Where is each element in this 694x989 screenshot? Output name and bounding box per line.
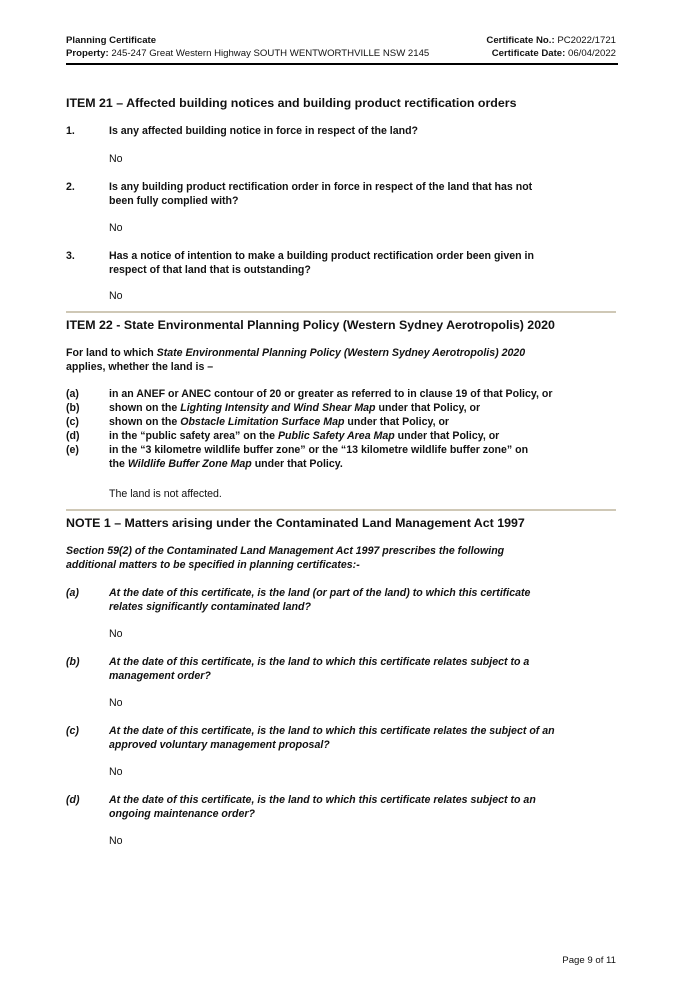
item21-q2-line2: been fully complied with? [109,195,239,207]
header-rule [66,63,618,65]
item22-label-d: (d) [66,430,80,442]
item21-q3-line1: Has a notice of intention to make a building product rectification order been given in [109,250,534,262]
item22-e-post: under that Policy. [251,458,343,470]
certificate-date [492,48,616,60]
item22-d-pre: in the “public safety area” on the [109,430,278,442]
item22-e-line1: in the “3 kilometre wildlife buffer zone” or the “13 kilometre wildlife buffer zone” on [109,444,529,456]
note1-qa-line1: At the date of this certificate, is the land (or part of the land) to which this certificate [109,587,531,599]
note1-qa-label: (a) [66,587,79,599]
item21-heading: ITEM 21 – Affected building notices and building product rectification orders [66,96,517,110]
item22-intro-policy: State Environmental Planning Policy (Western Sydney Aerotropolis) 2020 [156,347,526,359]
cert-no-label: Certificate No.: [486,35,555,46]
note1-qd-line2: ongoing maintenance order? [109,808,255,820]
item22-text-b [109,401,629,415]
item21-q2-line1: Is any building product rectification order in force in respect of the land that has not [109,181,533,193]
item21-q2-answer: No [109,222,123,234]
property-value: 245-247 Great Western Highway SOUTH WENTWORTHVILLE NSW 2145 [111,48,430,59]
item21-q3-answer: No [109,290,123,302]
item22-heading: ITEM 22 - State Environmental Planning Policy (Western Sydney Aerotropolis) 2020 [66,318,555,332]
item22-label-e: (e) [66,444,79,456]
item21-q3-line2: respect of that land that is outstanding? [109,264,311,276]
item22-intro-line2: applies, whether the land is – [66,361,214,373]
note1-heading: NOTE 1 – Matters arising under the Contaminated Land Management Act 1997 [66,516,525,530]
note1-intro-line2: additional matters to be specified in planning certificates:- [66,559,360,571]
note1-qb-text [109,655,617,683]
item22-e-pre: the [109,458,128,470]
item22-label-c: (c) [66,416,79,428]
note1-qc-line1: At the date of this certificate, is the land to which this certificate relates the subject of an [109,725,555,737]
item21-q1-line1: Is any affected building notice in force in respect of the land? [109,125,419,137]
cert-date-value: 06/04/2022 [567,48,616,59]
note1-qb-line2: management order? [109,670,211,682]
item22-intro-a: For land to which [66,347,157,359]
note1-qa-answer: No [109,628,123,640]
item22-b-pre: shown on the [109,402,181,414]
item22-label-a: (a) [66,388,79,400]
property-label: Property: [66,48,109,59]
item21-q2-number: 2. [66,181,75,193]
cert-date-label: Certificate Date: [491,48,566,59]
doc-title: Planning Certificate [66,35,157,46]
item22-answer: The land is not affected. [109,488,222,500]
note1-intro [66,544,618,572]
item22-b-map: Lighting Intensity and Wind Shear Map [180,402,376,414]
item21-q1-text [109,124,617,138]
note1-intro-line1: Section 59(2) of the Contaminated Land Management Act 1997 prescribes the following [66,545,505,557]
note1-qc-line2: approved voluntary management proposal? [109,739,330,751]
note1-qd-text [109,793,617,821]
note1-qb-line1: At the date of this certificate, is the land to which this certificate relates subject to a [109,656,530,668]
note1-qa-line2: relates significantly contaminated land? [109,601,311,613]
note1-qa-text [109,586,617,614]
item22-e-line2 [109,457,629,471]
item22-c-post: under that Policy, or [344,416,450,428]
item21-q3-number: 3. [66,250,75,262]
item22-intro-line1 [66,346,618,360]
item22-c-pre: shown on the [109,416,181,428]
item22-text-e [109,443,629,471]
item22-d-map: Public Safety Area Map [277,430,395,442]
item22-label-b: (b) [66,402,80,414]
note1-qc-label: (c) [66,725,79,737]
note1-qd-label: (d) [66,794,80,806]
item22-text-d [109,429,629,443]
cert-no-value: PC2022/1721 [557,35,616,46]
item21-q3-text [109,249,617,277]
note1-qd-line1: At the date of this certificate, is the land to which this certificate relates subject to an [109,794,536,806]
item22-text-a: in an ANEF or ANEC contour of 20 or greater as referred to in clause 19 of that Policy, or [109,388,553,400]
item22-rule [66,311,616,313]
note1-qd-answer: No [109,835,123,847]
item22-text-c [109,415,629,429]
item22-c-map: Obstacle Limitation Surface Map [180,416,345,428]
note1-qc-text [109,724,617,752]
page-number: Page 9 of 11 [562,955,616,966]
item21-q2-text [109,180,617,208]
item22-d-post: under that Policy, or [394,430,500,442]
item22-intro [66,346,618,374]
property-line [66,48,429,60]
item22-e-map: Wildlife Buffer Zone Map [127,458,252,470]
note1-qb-answer: No [109,697,123,709]
item22-b-post: under that Policy, or [375,402,481,414]
note1-rule [66,509,616,511]
item21-q1-answer: No [109,153,123,165]
note1-qc-answer: No [109,766,123,778]
item21-q1-number: 1. [66,125,75,137]
note1-qb-label: (b) [66,656,80,668]
certificate-number [486,35,616,47]
